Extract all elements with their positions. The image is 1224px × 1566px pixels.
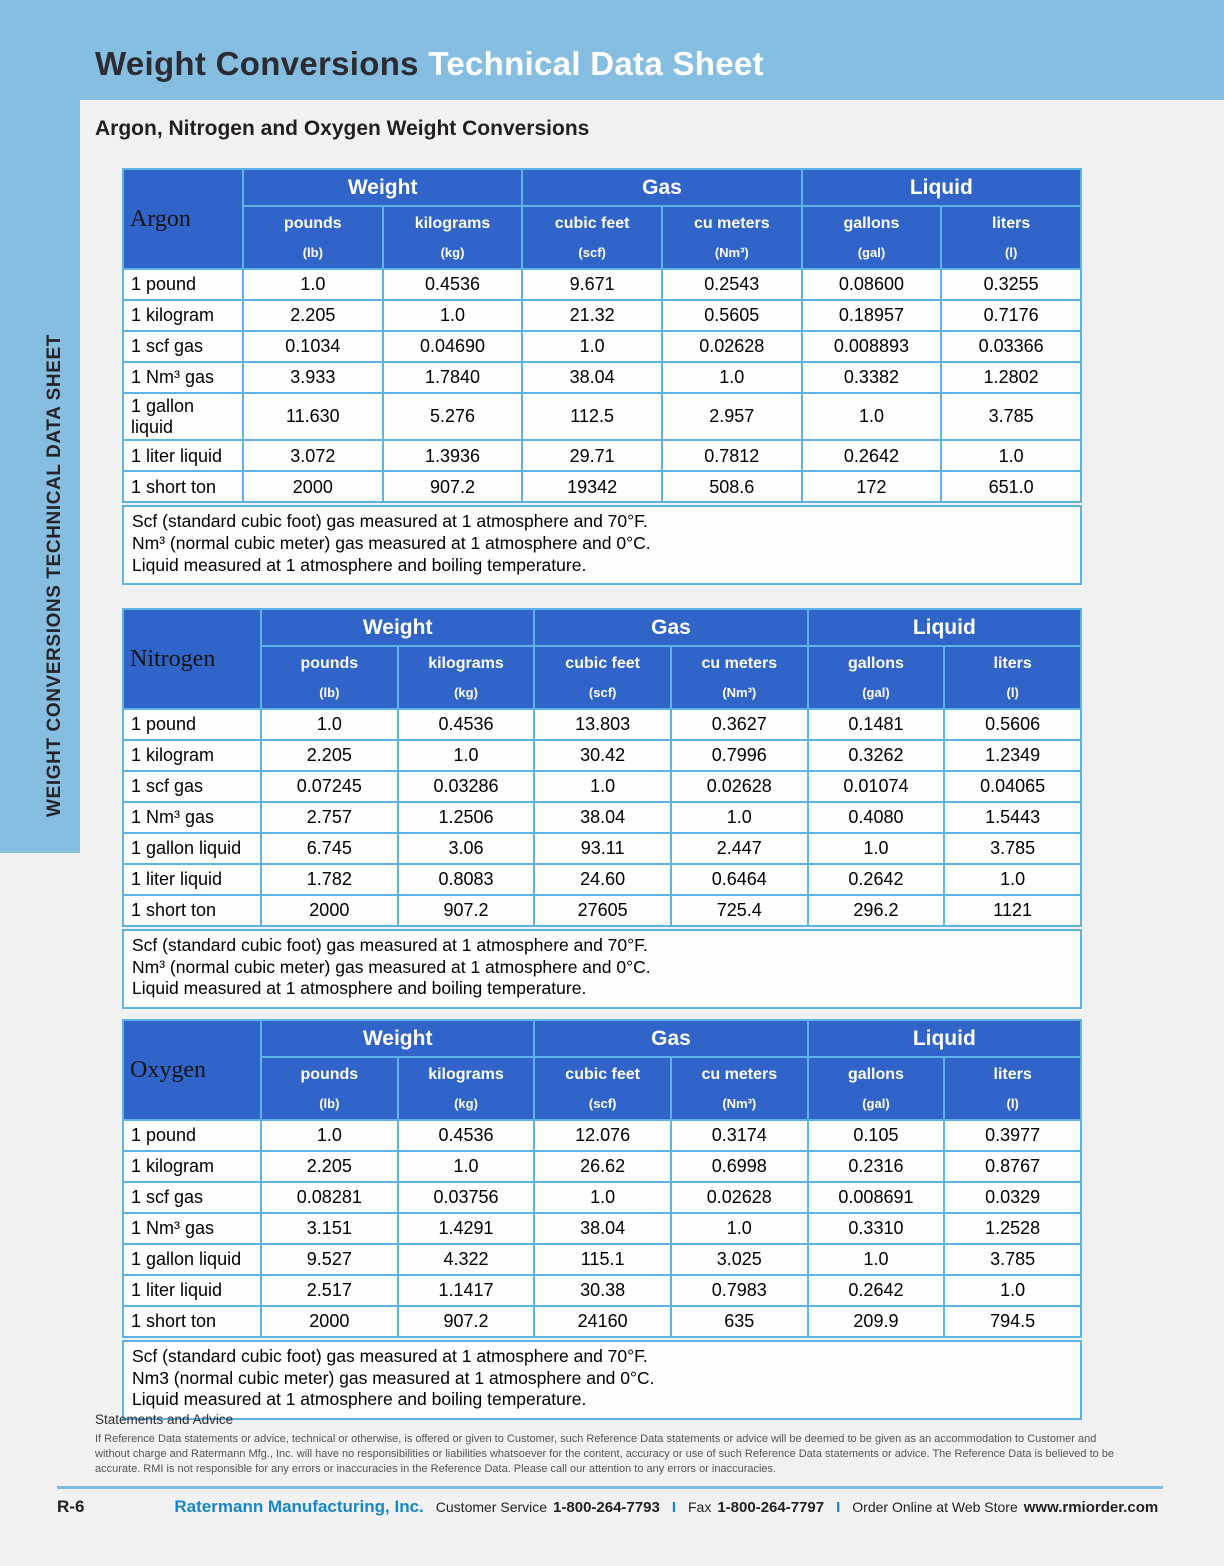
value-cell: 0.0329 bbox=[944, 1182, 1081, 1213]
row-label: 1 liter liquid bbox=[123, 440, 243, 471]
group-header-weight: Weight bbox=[261, 609, 534, 646]
row-label: 1 scf gas bbox=[123, 1182, 261, 1213]
column-header-cu-meters bbox=[671, 646, 808, 709]
table-row bbox=[123, 440, 1081, 471]
value-cell: 9.527 bbox=[261, 1244, 398, 1275]
column-header-kilograms bbox=[398, 1057, 535, 1120]
value-cell: 296.2 bbox=[808, 895, 945, 926]
column-header-cu-meters bbox=[662, 206, 802, 269]
table-column-header-row bbox=[123, 206, 1081, 269]
value-cell: 1.3936 bbox=[383, 440, 523, 471]
row-label: 1 gallon liquid bbox=[123, 1244, 261, 1275]
value-cell: 38.04 bbox=[522, 362, 662, 393]
table-row bbox=[123, 300, 1081, 331]
column-header-liters bbox=[944, 1057, 1081, 1120]
table-group-header-row bbox=[123, 169, 1081, 206]
value-cell: 0.04690 bbox=[383, 331, 523, 362]
value-cell: 30.38 bbox=[534, 1275, 671, 1306]
row-label: 1 pound bbox=[123, 709, 261, 740]
value-cell: 508.6 bbox=[662, 471, 802, 502]
value-cell: 1.0 bbox=[808, 833, 945, 864]
value-cell: 0.3255 bbox=[941, 269, 1081, 300]
value-cell: 0.2642 bbox=[808, 864, 945, 895]
value-cell: 2000 bbox=[243, 471, 383, 502]
value-cell: 1.2349 bbox=[944, 740, 1081, 771]
table-row bbox=[123, 1275, 1081, 1306]
statements-heading: Statements and Advice bbox=[95, 1412, 234, 1427]
value-cell: 5.276 bbox=[383, 393, 523, 440]
column-header-unit: (gal) bbox=[862, 685, 890, 700]
column-header-unit: (lb) bbox=[319, 685, 340, 700]
footnote-line: Scf (standard cubic foot) gas measured at 1 atmosphere and 70°F. bbox=[132, 511, 648, 532]
value-cell: 2.205 bbox=[261, 740, 398, 771]
value-cell: 0.7983 bbox=[671, 1275, 808, 1306]
value-cell: 0.02628 bbox=[671, 771, 808, 802]
value-cell: 172 bbox=[802, 471, 942, 502]
statements-section bbox=[95, 1412, 1123, 1478]
column-header-main: kilograms bbox=[428, 655, 504, 672]
value-cell: 4.322 bbox=[398, 1244, 535, 1275]
column-header-unit: (scf) bbox=[588, 1096, 617, 1111]
value-cell: 0.5605 bbox=[662, 300, 802, 331]
column-header-main: cubic feet bbox=[565, 1066, 640, 1083]
column-header-pounds bbox=[261, 1057, 398, 1120]
column-header-main: cu meters bbox=[694, 215, 770, 232]
value-cell: 26.62 bbox=[534, 1151, 671, 1182]
gas-name-cell: Oxygen bbox=[123, 1020, 261, 1120]
value-cell: 0.3382 bbox=[802, 362, 942, 393]
row-label: 1 short ton bbox=[123, 471, 243, 502]
column-header-unit: (kg) bbox=[440, 245, 465, 260]
column-header-main: pounds bbox=[300, 1066, 359, 1083]
column-header-main: liters bbox=[993, 655, 1032, 672]
value-cell: 0.04065 bbox=[944, 771, 1081, 802]
column-header-unit: (gal) bbox=[857, 245, 886, 260]
value-cell: 3.785 bbox=[941, 393, 1081, 440]
footnote-line: Scf (standard cubic foot) gas measured at 1 atmosphere and 70°F. bbox=[132, 935, 648, 955]
table-row bbox=[123, 331, 1081, 362]
value-cell: 24.60 bbox=[534, 864, 671, 895]
value-cell: 0.2642 bbox=[802, 440, 942, 471]
sidebar-vertical-label: WEIGHT CONVERSIONS TECHNICAL DATA SHEET bbox=[44, 334, 65, 817]
value-cell: 209.9 bbox=[808, 1306, 945, 1337]
column-header-unit: (l) bbox=[1006, 685, 1019, 700]
value-cell: 0.008893 bbox=[802, 331, 942, 362]
order-online-label: Order Online at Web Store bbox=[852, 1499, 1018, 1515]
value-cell: 27605 bbox=[534, 895, 671, 926]
table-column-header-row bbox=[123, 646, 1081, 709]
footnote-line: Liquid measured at 1 atmosphere and boiling temperature. bbox=[132, 554, 587, 575]
column-header-main: kilograms bbox=[414, 215, 491, 232]
column-header-cubic-feet bbox=[534, 646, 671, 709]
value-cell: 0.008691 bbox=[808, 1182, 945, 1213]
row-label: 1 short ton bbox=[123, 895, 261, 926]
column-header-liters bbox=[944, 646, 1081, 709]
value-cell: 907.2 bbox=[398, 895, 535, 926]
footnote-line: Nm³ (normal cubic meter) gas measured at 1 atmosphere and 0°C. bbox=[132, 956, 651, 977]
footnote-line: Liquid measured at 1 atmosphere and boiling temperature. bbox=[132, 1389, 587, 1410]
value-cell: 3.072 bbox=[243, 440, 383, 471]
value-cell: 1.0 bbox=[534, 1182, 671, 1213]
customer-service-label: Customer Service bbox=[435, 1499, 548, 1515]
row-label: 1 scf gas bbox=[123, 771, 261, 802]
column-header-unit: (kg) bbox=[454, 685, 478, 700]
value-cell: 0.6998 bbox=[671, 1151, 808, 1182]
group-header-weight: Weight bbox=[261, 1020, 534, 1057]
value-cell: 0.3262 bbox=[808, 740, 945, 771]
table-row bbox=[123, 740, 1081, 771]
row-label: 1 kilogram bbox=[123, 740, 261, 771]
value-cell: 1.0 bbox=[944, 1275, 1081, 1306]
column-header-pounds bbox=[243, 206, 383, 269]
value-cell: 0.08281 bbox=[261, 1182, 398, 1213]
footer-separator: I bbox=[836, 1499, 841, 1516]
value-cell: 0.02628 bbox=[662, 331, 802, 362]
value-cell: 38.04 bbox=[534, 1213, 671, 1244]
table-row bbox=[123, 1213, 1081, 1244]
value-cell: 1.2802 bbox=[941, 362, 1081, 393]
row-label: 1 liter liquid bbox=[123, 1275, 261, 1306]
value-cell: 112.5 bbox=[522, 393, 662, 440]
value-cell: 1.0 bbox=[944, 864, 1081, 895]
value-cell: 1.4291 bbox=[398, 1213, 535, 1244]
column-header-pounds bbox=[261, 646, 398, 709]
customer-service-phone: 1-800-264-7793 bbox=[553, 1499, 660, 1516]
value-cell: 9.671 bbox=[522, 269, 662, 300]
value-cell: 1.0 bbox=[261, 709, 398, 740]
value-cell: 1.782 bbox=[261, 864, 398, 895]
value-cell: 1.2528 bbox=[944, 1213, 1081, 1244]
nitrogen-conversion-table bbox=[122, 608, 1082, 927]
value-cell: 2.957 bbox=[662, 393, 802, 440]
table-row bbox=[123, 709, 1081, 740]
value-cell: 0.3174 bbox=[671, 1120, 808, 1151]
value-cell: 3.151 bbox=[261, 1213, 398, 1244]
value-cell: 1.0 bbox=[941, 440, 1081, 471]
column-header-main: gallons bbox=[847, 655, 904, 672]
column-header-unit: (l) bbox=[1006, 1096, 1019, 1111]
value-cell: 0.5606 bbox=[944, 709, 1081, 740]
row-label: 1 kilogram bbox=[123, 300, 243, 331]
footer-divider-rule bbox=[57, 1486, 1163, 1489]
value-cell: 794.5 bbox=[944, 1306, 1081, 1337]
footer-brand: Ratermann Manufacturing, Inc. bbox=[174, 1497, 424, 1516]
column-header-gallons bbox=[808, 646, 945, 709]
value-cell: 2000 bbox=[261, 1306, 398, 1337]
group-header-liquid: Liquid bbox=[802, 169, 1081, 206]
value-cell: 1.0 bbox=[398, 1151, 535, 1182]
value-cell: 1.0 bbox=[802, 393, 942, 440]
column-header-unit: (lb) bbox=[319, 1096, 340, 1111]
value-cell: 0.03286 bbox=[398, 771, 535, 802]
value-cell: 0.3310 bbox=[808, 1213, 945, 1244]
row-label: 1 Nm³ gas bbox=[123, 1213, 261, 1244]
value-cell: 0.08600 bbox=[802, 269, 942, 300]
column-header-unit: (l) bbox=[1005, 245, 1018, 260]
column-header-gallons bbox=[802, 206, 942, 269]
table-row bbox=[123, 269, 1081, 300]
column-header-main: gallons bbox=[843, 215, 900, 232]
table-row bbox=[123, 833, 1081, 864]
value-cell: 0.2316 bbox=[808, 1151, 945, 1182]
column-header-main: cu meters bbox=[701, 1066, 778, 1083]
column-header-unit: (Nm³) bbox=[722, 685, 757, 700]
column-header-kilograms bbox=[398, 646, 535, 709]
column-header-main: cubic feet bbox=[554, 215, 630, 232]
left-sidebar-band bbox=[0, 0, 80, 853]
footnote-line: Liquid measured at 1 atmosphere and boiling temperature. bbox=[132, 978, 587, 999]
table-footnote bbox=[122, 929, 1082, 1009]
page-number: R-6 bbox=[57, 1497, 85, 1516]
value-cell: 1.0 bbox=[398, 740, 535, 771]
page-footer bbox=[57, 1497, 1165, 1517]
value-cell: 0.03756 bbox=[398, 1182, 535, 1213]
footer-separator: I bbox=[671, 1499, 676, 1516]
table-row bbox=[123, 1120, 1081, 1151]
value-cell: 3.025 bbox=[671, 1244, 808, 1275]
row-label: 1 pound bbox=[123, 1120, 261, 1151]
value-cell: 0.02628 bbox=[671, 1182, 808, 1213]
value-cell: 0.2642 bbox=[808, 1275, 945, 1306]
value-cell: 3.06 bbox=[398, 833, 535, 864]
row-label: 1 Nm³ gas bbox=[123, 362, 243, 393]
group-header-gas: Gas bbox=[534, 1020, 807, 1057]
column-header-unit: (Nm³) bbox=[722, 1096, 757, 1111]
oxygen-conversion-table bbox=[122, 1019, 1082, 1338]
group-header-liquid: Liquid bbox=[808, 609, 1081, 646]
column-header-main: pounds bbox=[283, 215, 342, 232]
value-cell: 29.71 bbox=[522, 440, 662, 471]
row-label: 1 pound bbox=[123, 269, 243, 300]
value-cell: 1.0 bbox=[534, 771, 671, 802]
table-row bbox=[123, 864, 1081, 895]
column-header-cubic-feet bbox=[534, 1057, 671, 1120]
value-cell: 1.2506 bbox=[398, 802, 535, 833]
footnote-line: Nm3 (normal cubic meter) gas measured at 1 atmosphere and 0°C. bbox=[132, 1367, 655, 1388]
value-cell: 0.4536 bbox=[398, 1120, 535, 1151]
value-cell: 93.11 bbox=[534, 833, 671, 864]
column-header-cubic-feet bbox=[522, 206, 662, 269]
value-cell: 0.7176 bbox=[941, 300, 1081, 331]
value-cell: 2000 bbox=[261, 895, 398, 926]
value-cell: 725.4 bbox=[671, 895, 808, 926]
footnote-line: Scf (standard cubic foot) gas measured at 1 atmosphere and 70°F. bbox=[132, 1346, 648, 1366]
table-row bbox=[123, 471, 1081, 502]
value-cell: 0.8083 bbox=[398, 864, 535, 895]
gas-name-cell: Nitrogen bbox=[123, 609, 261, 709]
table-row bbox=[123, 802, 1081, 833]
row-label: 1 short ton bbox=[123, 1306, 261, 1337]
column-header-main: pounds bbox=[300, 655, 359, 672]
table-group-header-row bbox=[123, 1020, 1081, 1057]
value-cell: 3.933 bbox=[243, 362, 383, 393]
row-label: 1 liter liquid bbox=[123, 864, 261, 895]
value-cell: 1.0 bbox=[671, 802, 808, 833]
value-cell: 0.7996 bbox=[671, 740, 808, 771]
table-row bbox=[123, 1244, 1081, 1275]
section-heading: Argon, Nitrogen and Oxygen Weight Conversions bbox=[95, 117, 590, 140]
column-header-gallons bbox=[808, 1057, 945, 1120]
group-header-gas: Gas bbox=[534, 609, 807, 646]
column-header-kilograms bbox=[383, 206, 523, 269]
value-cell: 0.4536 bbox=[398, 709, 535, 740]
value-cell: 2.205 bbox=[243, 300, 383, 331]
column-header-cu-meters bbox=[671, 1057, 808, 1120]
table-footnote bbox=[122, 1340, 1082, 1420]
value-cell: 0.105 bbox=[808, 1120, 945, 1151]
value-cell: 1.1417 bbox=[398, 1275, 535, 1306]
value-cell: 0.18957 bbox=[802, 300, 942, 331]
row-label: 1 kilogram bbox=[123, 1151, 261, 1182]
value-cell: 6.745 bbox=[261, 833, 398, 864]
value-cell: 38.04 bbox=[534, 802, 671, 833]
value-cell: 1.0 bbox=[261, 1120, 398, 1151]
column-header-main: kilograms bbox=[428, 1066, 504, 1083]
table-row bbox=[123, 362, 1081, 393]
value-cell: 1121 bbox=[944, 895, 1081, 926]
value-cell: 1.0 bbox=[671, 1213, 808, 1244]
table-row bbox=[123, 393, 1081, 440]
statements-body: If Reference Data statements or advice, technical or otherwise, is offered or given to Customer, such Reference Data statements or advice will be deemed to be given as an accommodation to Customer and without charge and Ratermann Mfg., Inc. will have no responsibilities or liabilities whatsoever for the content, accuracy or use of such Reference Data statements or advice. The Reference Data is believed to be accurate. RMI is not responsible for any errors or inaccuracies in the Reference Data. Please call our attention to any errors or inaccuracies. bbox=[95, 1433, 1115, 1476]
oxygen-table-section bbox=[122, 1019, 1082, 1420]
nitrogen-table-section bbox=[122, 608, 1082, 1009]
value-cell: 0.3977 bbox=[944, 1120, 1081, 1151]
column-header-unit: (scf) bbox=[588, 685, 617, 700]
footnote-line: Nm³ (normal cubic meter) gas measured at 1 atmosphere and 0°C. bbox=[132, 533, 651, 554]
value-cell: 1.0 bbox=[522, 331, 662, 362]
argon-table-section bbox=[122, 168, 1082, 585]
value-cell: 1.0 bbox=[243, 269, 383, 300]
table-row bbox=[123, 895, 1081, 926]
value-cell: 0.7812 bbox=[662, 440, 802, 471]
column-header-main: liters bbox=[992, 215, 1031, 232]
row-label: 1 gallon liquid bbox=[123, 393, 243, 440]
value-cell: 19342 bbox=[522, 471, 662, 502]
value-cell: 11.630 bbox=[243, 393, 383, 440]
table-row bbox=[123, 1151, 1081, 1182]
value-cell: 2.517 bbox=[261, 1275, 398, 1306]
value-cell: 1.5443 bbox=[944, 802, 1081, 833]
value-cell: 1.0 bbox=[808, 1244, 945, 1275]
column-header-unit: (scf) bbox=[578, 245, 606, 260]
value-cell: 115.1 bbox=[534, 1244, 671, 1275]
group-header-gas: Gas bbox=[522, 169, 801, 206]
value-cell: 0.6464 bbox=[671, 864, 808, 895]
value-cell: 2.205 bbox=[261, 1151, 398, 1182]
row-label: 1 scf gas bbox=[123, 331, 243, 362]
value-cell: 24160 bbox=[534, 1306, 671, 1337]
fax-phone: 1-800-264-7797 bbox=[717, 1499, 825, 1516]
column-header-unit: (Nm³) bbox=[714, 245, 749, 260]
column-header-main: cu meters bbox=[701, 655, 778, 672]
table-row bbox=[123, 1306, 1081, 1337]
value-cell: 635 bbox=[671, 1306, 808, 1337]
value-cell: 1.0 bbox=[662, 362, 802, 393]
value-cell: 30.42 bbox=[534, 740, 671, 771]
value-cell: 0.3627 bbox=[671, 709, 808, 740]
value-cell: 0.1034 bbox=[243, 331, 383, 362]
web-store-url: www.rmiorder.com bbox=[1023, 1499, 1159, 1516]
page-title bbox=[95, 47, 764, 80]
table-column-header-row bbox=[123, 1057, 1081, 1120]
group-header-weight: Weight bbox=[243, 169, 522, 206]
argon-conversion-table bbox=[122, 168, 1082, 503]
value-cell: 907.2 bbox=[398, 1306, 535, 1337]
column-header-main: gallons bbox=[847, 1066, 904, 1083]
value-cell: 0.2543 bbox=[662, 269, 802, 300]
value-cell: 12.076 bbox=[534, 1120, 671, 1151]
column-header-unit: (lb) bbox=[302, 245, 323, 260]
table-footnote bbox=[122, 505, 1082, 585]
row-label: 1 Nm³ gas bbox=[123, 802, 261, 833]
page-title-secondary: Technical Data Sheet bbox=[428, 45, 764, 82]
value-cell: 3.785 bbox=[944, 833, 1081, 864]
group-header-liquid: Liquid bbox=[808, 1020, 1081, 1057]
value-cell: 3.785 bbox=[944, 1244, 1081, 1275]
table-row bbox=[123, 1182, 1081, 1213]
value-cell: 0.1481 bbox=[808, 709, 945, 740]
value-cell: 2.447 bbox=[671, 833, 808, 864]
value-cell: 0.07245 bbox=[261, 771, 398, 802]
gas-name-cell: Argon bbox=[123, 169, 243, 269]
value-cell: 0.01074 bbox=[808, 771, 945, 802]
value-cell: 0.4536 bbox=[383, 269, 523, 300]
value-cell: 2.757 bbox=[261, 802, 398, 833]
value-cell: 0.4080 bbox=[808, 802, 945, 833]
value-cell: 13.803 bbox=[534, 709, 671, 740]
value-cell: 907.2 bbox=[383, 471, 523, 502]
value-cell: 1.0 bbox=[383, 300, 523, 331]
value-cell: 0.03366 bbox=[941, 331, 1081, 362]
value-cell: 0.8767 bbox=[944, 1151, 1081, 1182]
column-header-unit: (gal) bbox=[862, 1096, 890, 1111]
table-row bbox=[123, 771, 1081, 802]
column-header-main: liters bbox=[993, 1066, 1032, 1083]
page-title-primary: Weight Conversions bbox=[95, 45, 419, 82]
value-cell: 21.32 bbox=[522, 300, 662, 331]
table-group-header-row bbox=[123, 609, 1081, 646]
column-header-liters bbox=[941, 206, 1081, 269]
row-label: 1 gallon liquid bbox=[123, 833, 261, 864]
fax-label: Fax bbox=[687, 1499, 712, 1515]
column-header-main: cubic feet bbox=[565, 655, 640, 672]
value-cell: 1.7840 bbox=[383, 362, 523, 393]
value-cell: 651.0 bbox=[941, 471, 1081, 502]
column-header-unit: (kg) bbox=[454, 1096, 478, 1111]
